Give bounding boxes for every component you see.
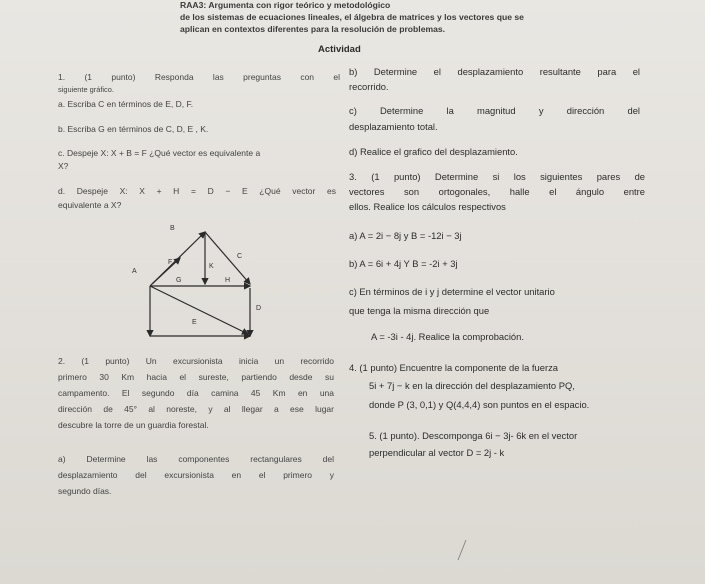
q1-line-2: siguiente gráfico.	[58, 85, 114, 94]
q5-line-1: 5. (1 punto). Descomponga 6i − 3j- 6k en el vector	[369, 430, 578, 441]
q2-line-5: descubre la torre de un guardia forestal.	[58, 420, 209, 430]
q2-item-a-line1: a) Determine las componentes rectangulares del	[58, 454, 334, 464]
header-line-1: RAA3: Argumenta con rigor teórico y metodológico	[180, 0, 391, 10]
q4-line-1: 4. (1 punto) Encuentre la componente de la fuerza	[349, 362, 558, 373]
diagram-label-h: H	[225, 277, 231, 284]
q5-line-2: perpendicular al vector D = 2j - k	[369, 447, 505, 458]
q2-item-a-line2: desplazamiento del excursionista en el primero y	[58, 470, 334, 480]
q1-item-d-line1: d. Despeje X: X + H = D − E ¿Qué vector es	[58, 186, 336, 196]
diagram-label-c: C	[237, 253, 243, 260]
header-line-2: de los sistemas de ecuaciones lineales, el álgebra de matrices y los vectores que se	[180, 12, 524, 22]
q1-right-c-line2: desplazamiento total.	[349, 121, 438, 132]
q3-line-1: 3. (1 punto) Determine si los siguientes pares de	[349, 171, 645, 182]
q1-item-b: b. Escriba G en términos de C, D, E , K.	[58, 124, 209, 134]
diagram-label-g: G	[176, 277, 182, 284]
q3-item-c-line1: c) En términos de i y j determine el vector unitario	[349, 286, 555, 297]
q1-right-c-line1: c) Determine la magnitud y dirección del	[349, 105, 640, 116]
q1-right-d: d) Realice el grafico del desplazamiento.	[349, 146, 518, 157]
q4-line-2: 5i + 7j − k en la dirección del desplazamiento PQ,	[369, 380, 575, 391]
diagram-label-a: A	[132, 268, 137, 275]
q1-right-b-line1: b) Determine el desplazamiento resultante para el	[349, 66, 640, 77]
activity-title: Actividad	[318, 44, 361, 55]
q2-line-3: campamento. El segundo día camina 45 Km en una	[58, 388, 334, 398]
q2-line-2: primero 30 Km hacia el sureste, partiendo desde su	[58, 372, 334, 382]
vector-diagram	[110, 218, 280, 346]
diagram-label-b: B	[170, 225, 175, 232]
q1-right-b-line2: recorrido.	[349, 81, 389, 92]
q1-line-1: 1. (1 punto) Responda las preguntas con el	[58, 72, 340, 82]
q1-item-a: a. Escriba C en términos de E, D, F.	[58, 99, 194, 109]
q3-item-b: b) A = 6i + 4j Y B = -2i + 3j	[349, 258, 458, 269]
pen-mark	[456, 538, 470, 562]
header-line-3: aplican en contextos diferentes para la resolución de problemas.	[180, 24, 446, 34]
diagram-label-e: E	[192, 319, 197, 326]
q1-item-c-line2: X?	[58, 161, 69, 171]
q4-line-3: donde P (3, 0,1) y Q(4,4,4) son puntos en el espacio.	[369, 399, 590, 410]
diagram-label-f: F	[168, 259, 173, 266]
q1-item-d-line2: equivalente a X?	[58, 200, 122, 210]
q3-line-3: ellos. Realice los cálculos respectivos	[349, 201, 506, 212]
q2-item-a-line3: segundo días.	[58, 486, 112, 496]
diagram-label-k: K	[209, 263, 214, 270]
q3-line-2: vectores son ortogonales, halle el ángulo entre	[349, 186, 645, 197]
q3-item-c-line3: A = -3i - 4j. Realice la comprobación.	[371, 331, 524, 342]
vector-h	[150, 286, 248, 334]
q3-item-c-line2: que tenga la misma dirección que	[349, 305, 490, 316]
q2-line-1: 2. (1 punto) Un excursionista inicia un recorrido	[58, 356, 334, 366]
q2-line-4: dirección de 45° al noreste, y al llegar a ese lugar	[58, 404, 334, 414]
q3-item-a: a) A = 2i − 8j y B = -12i − 3j	[349, 230, 462, 241]
q1-item-c-line1: c. Despeje X: X + B = F ¿Qué vector es equivalente a	[58, 148, 261, 158]
diagram-label-d: D	[256, 305, 262, 312]
